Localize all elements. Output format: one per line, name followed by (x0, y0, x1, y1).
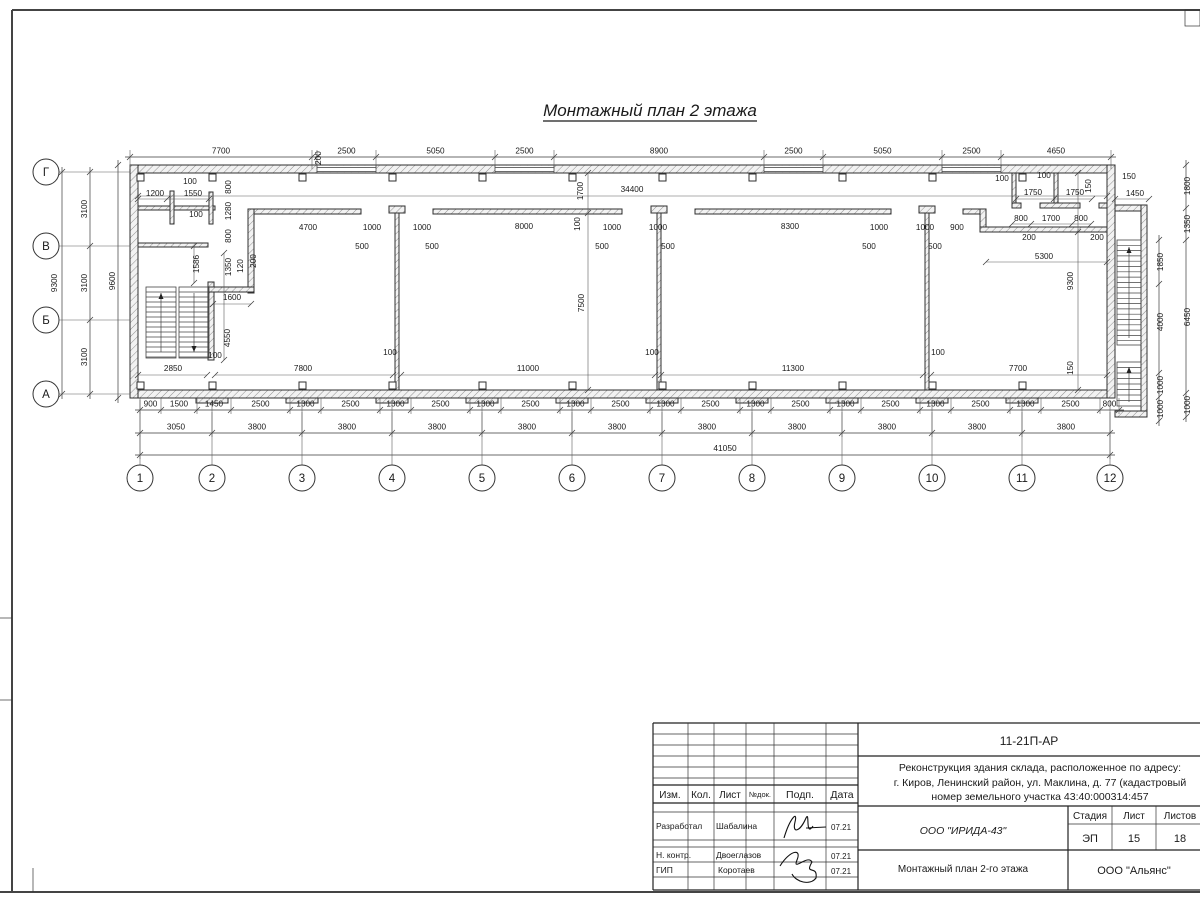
column-marker (569, 382, 576, 389)
dim-label: 3800 (1056, 422, 1076, 432)
annotation-label: 100 (931, 348, 945, 357)
sheet-frame (0, 10, 1200, 892)
annotation-label: 1550 (183, 189, 203, 198)
annotation-label: 1000 (869, 223, 889, 232)
dim-label: 3800 (337, 422, 357, 432)
stairs (146, 240, 1141, 406)
annotation-label: 1000 (648, 223, 668, 232)
annotation-label: 7800 (293, 364, 313, 373)
column-marker (929, 174, 936, 181)
annotation-label: 100 (183, 177, 197, 186)
sheets-value: 18 (1173, 833, 1187, 845)
column-marker (479, 382, 486, 389)
dim-label: 5050 (426, 146, 445, 156)
sheets-label: Листов (1163, 811, 1197, 822)
row-name-0: Шабалина (716, 821, 758, 831)
title-block (653, 723, 1200, 890)
annotation-label: 150 (1122, 172, 1136, 181)
annotation-label: 3100 (80, 199, 89, 219)
column-marker (839, 174, 846, 181)
row-role-2: ГИП (656, 865, 673, 875)
column-marker (929, 382, 936, 389)
column-marker (389, 174, 396, 181)
annotation-label: 200 (314, 151, 323, 165)
row-name-2: Коротаев (718, 865, 755, 875)
annotation-label: 500 (425, 242, 439, 251)
corner-stamp-box (1185, 10, 1200, 26)
annotation-label: 7500 (577, 293, 586, 313)
annotation-label: 150 (1084, 179, 1093, 193)
annotation-label: 500 (661, 242, 675, 251)
axis-label-col: 2 (208, 473, 216, 485)
annotation-label: 1700 (576, 181, 585, 201)
annotation-label: 9600 (108, 271, 117, 291)
axis-label-col: 12 (1103, 473, 1117, 485)
dim-label: 1300 (566, 399, 585, 409)
dim-label: 1450 (204, 399, 224, 409)
column-marker (299, 382, 306, 389)
axis-label-col: 7 (658, 473, 666, 485)
annotation-label: 800 (224, 229, 233, 243)
col-header-list: Лист (719, 790, 741, 801)
axis-label-col: 9 (838, 473, 846, 485)
dim-label: 2500 (784, 146, 803, 156)
col-header-data: Дата (830, 789, 854, 801)
dim-label: 2500 (962, 146, 981, 156)
axis-label-col: 10 (925, 473, 939, 485)
column-marker (137, 174, 144, 181)
dim-total-label: 41050 (713, 443, 737, 453)
dim-label: 2500 (337, 146, 356, 156)
axis-label-row: Г (42, 167, 50, 179)
row-role-1: Н. контр. (656, 850, 692, 860)
partition-3 (925, 213, 929, 390)
dim-label: 2500 (611, 399, 630, 409)
annotation-label: 1586 (192, 254, 201, 274)
dim-label: 2500 (341, 399, 360, 409)
stair-ext-right-wall (1141, 205, 1147, 417)
dim-label: 3800 (967, 422, 987, 432)
annotation-label: 5300 (1034, 252, 1054, 261)
annotation-label: 8300 (780, 222, 800, 231)
dim-label: 2500 (431, 399, 450, 409)
annotation-label: 200 (1090, 233, 1104, 242)
dimensions (33, 147, 1192, 492)
row-role-0: Разработал (656, 821, 703, 831)
annotation-label: 200 (1022, 233, 1036, 242)
annotation-label: 1700 (1041, 214, 1061, 223)
signature-1 (784, 816, 826, 838)
project-line-3: номер земельного участка 43:40:000314:457 (931, 791, 1149, 803)
column-marker (389, 382, 396, 389)
partition-1 (395, 213, 399, 390)
dim-label: 1300 (296, 399, 315, 409)
org-name: ООО "ИРИДА-43" (919, 825, 1007, 837)
annotation-label: 500 (355, 242, 369, 251)
row-date-2: 07.21 (831, 867, 852, 876)
axis-label-row: В (42, 241, 50, 253)
annotation-label: 6450 (1183, 307, 1192, 327)
axis-label-col: 1 (136, 473, 144, 485)
annotation-label: 4700 (298, 223, 318, 232)
annotation-label: 9300 (1066, 271, 1075, 291)
dim-label: 2500 (881, 399, 900, 409)
annotation-label: 100 (189, 210, 203, 219)
stair-ext-bottom-wall (1115, 411, 1147, 417)
dim-label: 1300 (836, 399, 855, 409)
annotation-label: 900 (950, 223, 964, 232)
annotation-label: 1750 (1023, 188, 1043, 197)
axis-label-col: 3 (298, 473, 306, 485)
wall-bottom (130, 390, 1115, 398)
annotation-label: 7700 (1008, 364, 1028, 373)
dim-label: 3050 (166, 422, 186, 432)
axis-label-col: 11 (1016, 473, 1028, 485)
annotation-label: 9300 (50, 273, 59, 293)
annotation-label: 500 (595, 242, 609, 251)
dim-label: 7700 (211, 146, 231, 156)
annotation-label: 2850 (163, 364, 183, 373)
dim-label: 2500 (791, 399, 810, 409)
column-marker (749, 382, 756, 389)
dim-label: 5050 (873, 146, 892, 156)
dim-label: 2500 (971, 399, 990, 409)
dim-label: 1300 (386, 399, 405, 409)
axis-label-row: А (42, 389, 50, 401)
col-header-podp: Подп. (786, 789, 814, 801)
partition-2 (657, 213, 661, 390)
annotation-label: 150 (1066, 361, 1075, 375)
annotation-label: 1750 (1065, 188, 1085, 197)
dim-label: 1300 (656, 399, 675, 409)
signature-2 (780, 852, 816, 882)
annotation-label: 11000 (516, 364, 540, 373)
annotation-label: 1000 (362, 223, 382, 232)
dim-label: 3800 (787, 422, 807, 432)
row-date-0: 07.21 (831, 823, 852, 832)
annotation-label: 1350 (1183, 214, 1192, 234)
annotation-label: 100 (208, 351, 222, 360)
column-marker (209, 382, 216, 389)
drawing-title (543, 101, 757, 121)
column-marker (479, 174, 486, 181)
annotation-label: 100 (995, 174, 1009, 183)
annotation-label: 1200 (145, 189, 165, 198)
column-marker (209, 174, 216, 181)
company-name: ООО "Альянс" (1097, 865, 1171, 877)
col-header-izm: Изм. (659, 790, 681, 801)
dim-label: 3800 (517, 422, 537, 432)
column-marker (749, 174, 756, 181)
annotation-label: 800 (1074, 214, 1088, 223)
sheet-value: 15 (1127, 833, 1141, 845)
annotation-label: 3100 (80, 273, 89, 293)
dim-label: 3800 (697, 422, 717, 432)
annotation-label: 1600 (222, 293, 242, 302)
stage-value: ЭП (1082, 833, 1098, 845)
annotation-label: 800 (224, 180, 233, 194)
column-marker (137, 382, 144, 389)
columns (137, 174, 1038, 403)
dim-label: 900 (143, 399, 158, 409)
annotation-label: 120 (236, 259, 245, 273)
axis-label-col: 5 (478, 473, 486, 485)
project-line-2: г. Киров, Ленинский район, ул. Маклина, д. 77 (кадастровый (893, 777, 1187, 789)
dim-label: 4650 (1046, 146, 1066, 156)
annotation-label: 4550 (223, 328, 232, 348)
annotation-label: 11300 (781, 364, 805, 373)
annotation-label: 8000 (514, 222, 534, 231)
annotation-label: 1000 (1183, 395, 1192, 415)
dim-label: 3800 (877, 422, 897, 432)
axis-label-col: 6 (568, 473, 576, 485)
dim-label: 2500 (251, 399, 270, 409)
dim-label: 8900 (649, 146, 669, 156)
dim-label: 1500 (169, 399, 189, 409)
dim-label: 3800 (427, 422, 447, 432)
project-line-1: Реконструкция здания склада, расположенное по адресу: (898, 762, 1182, 774)
column-marker (1019, 174, 1026, 181)
dim-label: 1300 (746, 399, 765, 409)
stage-label: Стадия (1072, 811, 1108, 822)
col-header-kol: Кол. (691, 790, 711, 801)
dim-label: 1300 (476, 399, 495, 409)
dim-label: 2500 (701, 399, 720, 409)
axis-label-col: 4 (388, 473, 396, 485)
annotation-label: 800 (1014, 214, 1028, 223)
column-marker (839, 382, 846, 389)
annotation-label: 1280 (224, 201, 233, 221)
annotation-label: 100 (1037, 171, 1051, 180)
column-marker (659, 174, 666, 181)
dim-label: 3800 (607, 422, 627, 432)
annotation-label: 1350 (224, 257, 233, 277)
row-date-1: 07.21 (831, 852, 852, 861)
row-name-1: Двоеглазов (716, 850, 762, 860)
annotation-label: 1000 (602, 223, 622, 232)
dim-label: 1300 (1016, 399, 1035, 409)
annotation-label: 100 (645, 348, 659, 357)
annotation-label: 34400 (620, 185, 644, 194)
annotation-label: 100 (573, 217, 582, 231)
annotation-label: 200 (249, 254, 258, 268)
column-marker (569, 174, 576, 181)
annotation-label: 100 (383, 348, 397, 357)
column-marker (299, 174, 306, 181)
annotation-label: 4000 (1156, 312, 1165, 332)
dim-label: 2500 (1061, 399, 1080, 409)
annotation-label: 500 (928, 242, 942, 251)
annotation-label: 1800 (1183, 176, 1192, 196)
page-title: Монтажный план 2 этажа (543, 101, 757, 120)
dim-label: 2500 (515, 146, 534, 156)
annotation-label: 1850 (1156, 252, 1165, 272)
sheet-label: Лист (1123, 811, 1145, 822)
annotation-label: 500 (862, 242, 876, 251)
dim-label: 3800 (247, 422, 267, 432)
column-marker (659, 382, 666, 389)
annotation-label: 1000 (412, 223, 432, 232)
axis-label-row: Б (42, 315, 50, 327)
floor-plan (130, 165, 1147, 417)
doc-code: 11-21П-АР (999, 734, 1059, 748)
annotation-label: 1000 (1156, 375, 1165, 395)
dim-label: 800 (1102, 399, 1117, 409)
annotation-label: 1000 (1156, 399, 1165, 419)
dim-label: 2500 (521, 399, 540, 409)
annotation-label: 1450 (1125, 189, 1145, 198)
column-marker (1019, 382, 1026, 389)
drawing-name: Монтажный план 2-го этажа (897, 864, 1029, 875)
annotation-label: 1000 (915, 223, 935, 232)
annotation-label: 3100 (80, 347, 89, 367)
dim-label: 1300 (926, 399, 945, 409)
axis-label-col: 8 (748, 473, 756, 485)
col-header-ndok: №док. (749, 790, 771, 799)
